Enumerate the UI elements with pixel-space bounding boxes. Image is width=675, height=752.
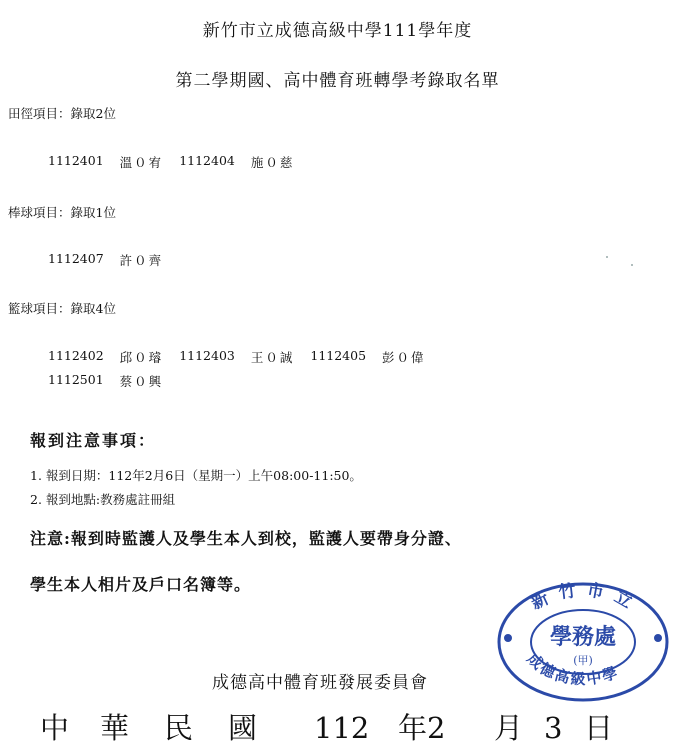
date-part: 國 — [228, 711, 258, 745]
student-name: 溫０宥 — [119, 155, 164, 170]
student-name: 許０齊 — [119, 253, 164, 268]
date-part: 月 — [494, 711, 524, 745]
document-subtitle: 第二學期國、高中體育班轉學考錄取名單 — [175, 71, 500, 91]
student-name: 邱０璿 — [119, 350, 164, 365]
student-name: 施０慈 — [250, 155, 295, 170]
student-id: 1112405 — [310, 348, 367, 363]
document-title: 新竹市立成德高級中學111學年度 — [202, 21, 473, 41]
notice-item-date: 1. 報到日期：112年2月6日（星期一）上午08:00-11:50。 — [30, 468, 362, 483]
student-id: 1112402 — [48, 348, 104, 363]
student-name: 王０誠 — [250, 350, 295, 365]
table-row — [48, 153, 310, 171]
student-name: 蔡０興 — [119, 374, 164, 389]
date-part: 3 — [544, 711, 563, 745]
flower-icon — [654, 634, 662, 642]
category-track-title: 田徑項目：錄取2位 — [8, 106, 116, 121]
date-part: 年2 — [398, 711, 446, 745]
scan-speck — [631, 264, 633, 266]
date-part: 日 — [584, 711, 614, 745]
student-id: 1112404 — [179, 153, 235, 168]
issue-date — [40, 706, 613, 747]
notice-warning-line2: 學生本人相片及戶口名簿等。 — [30, 575, 252, 594]
school-stamp — [494, 578, 672, 706]
date-part: 華 — [100, 711, 130, 745]
student-id: 1112407 — [48, 251, 104, 266]
stamp-sub-text: (甲) — [573, 654, 593, 667]
table-row — [48, 348, 442, 366]
notice-heading: 報到注意事項： — [30, 431, 157, 450]
stamp-bottom-text: 成德高級中學 — [523, 649, 622, 689]
student-id: 1112403 — [179, 348, 235, 363]
notice-item-location: 2. 報到地點:教務處註冊組 — [30, 492, 176, 507]
category-basketball-title: 籃球項目：錄取4位 — [8, 301, 116, 316]
date-part: 民 — [164, 711, 194, 745]
student-id: 1112401 — [48, 153, 104, 168]
table-row — [48, 372, 179, 390]
notice-warning-line1: 注意:報到時監護人及學生本人到校，監護人要帶身分證、 — [30, 529, 462, 548]
student-name: 彭０偉 — [382, 350, 426, 365]
stamp-center-text: 學務處 — [549, 624, 617, 650]
scan-speck — [606, 256, 608, 258]
date-part: 112 — [314, 711, 370, 745]
committee-signature: 成德高中體育班發展委員會 — [212, 673, 428, 693]
table-row — [48, 251, 179, 269]
student-id: 1112501 — [48, 372, 104, 387]
stamp-top-text: 新竹市立 — [528, 580, 645, 618]
category-baseball-title: 棒球項目：錄取1位 — [8, 205, 116, 220]
flower-icon — [504, 634, 512, 642]
date-part: 中 — [40, 711, 70, 745]
